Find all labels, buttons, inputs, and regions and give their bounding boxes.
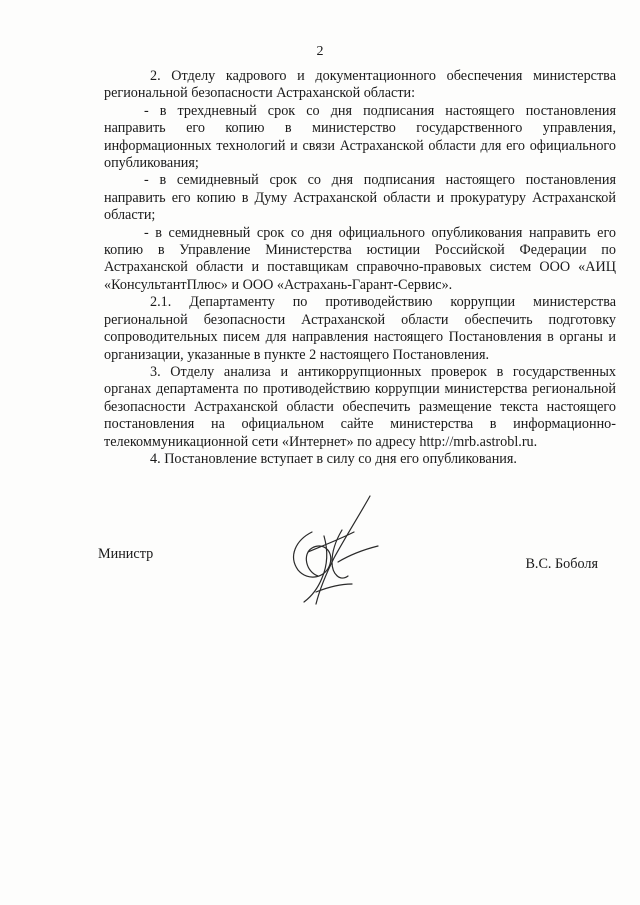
paragraph-2-item-3: - в семидневный срок со дня официального опубликования направить его копию в Управление Министерства юстиции Российской Федерации по Астраханской области и поставщикам справочно-правовых систем ООО «АИЦ «КонсультантПлюс» и ООО «Астрахань-Гарант-Сервис». <box>104 224 616 293</box>
signatory-title: Министр <box>98 546 154 562</box>
page-number: 2 <box>316 44 324 59</box>
paragraph-2-item-1: - в трехдневный срок со дня подписания настоящего постановления направить его копию в министерство государственного управления, информационных технологий и связи Астраханской области для его официального опубликования; <box>104 102 616 172</box>
paragraph-2: 2. Отделу кадрового и документационного обеспечения министерства региональной безопасности Астраханской области: <box>104 68 616 102</box>
paragraph-4: 4. Постановление вступает в силу со дня его опубликования. <box>150 450 517 467</box>
handwritten-signature <box>282 492 392 612</box>
paragraph-2-1: 2.1. Департаменту по противодействию коррупции министерства региональной безопасности Астраханской области обеспечить подготовку сопроводительных писем для направления настоящего Постановления в органы и организации, указанные в пункте 2 настоящего Постановления. <box>104 294 616 363</box>
document-body <box>104 68 616 468</box>
signatory-name: В.С. Боболя <box>525 556 598 572</box>
paragraph-2-item-2: - в семидневный срок со дня подписания настоящего постановления направить его копию в Думу Астраханской области и прокуратуру Астраханской области; <box>104 172 616 224</box>
paragraph-3: 3. Отделу анализа и антикоррупционных проверок в государственных органах департамента по противодействию коррупции министерства региональной безопасности Астраханской области обеспечить размещение текста настоящего постановления на официальном сайте министерства в информационно-телекоммуникационной сети «Интернет» по адресу http://mrb.astrobl.ru. <box>104 363 616 450</box>
